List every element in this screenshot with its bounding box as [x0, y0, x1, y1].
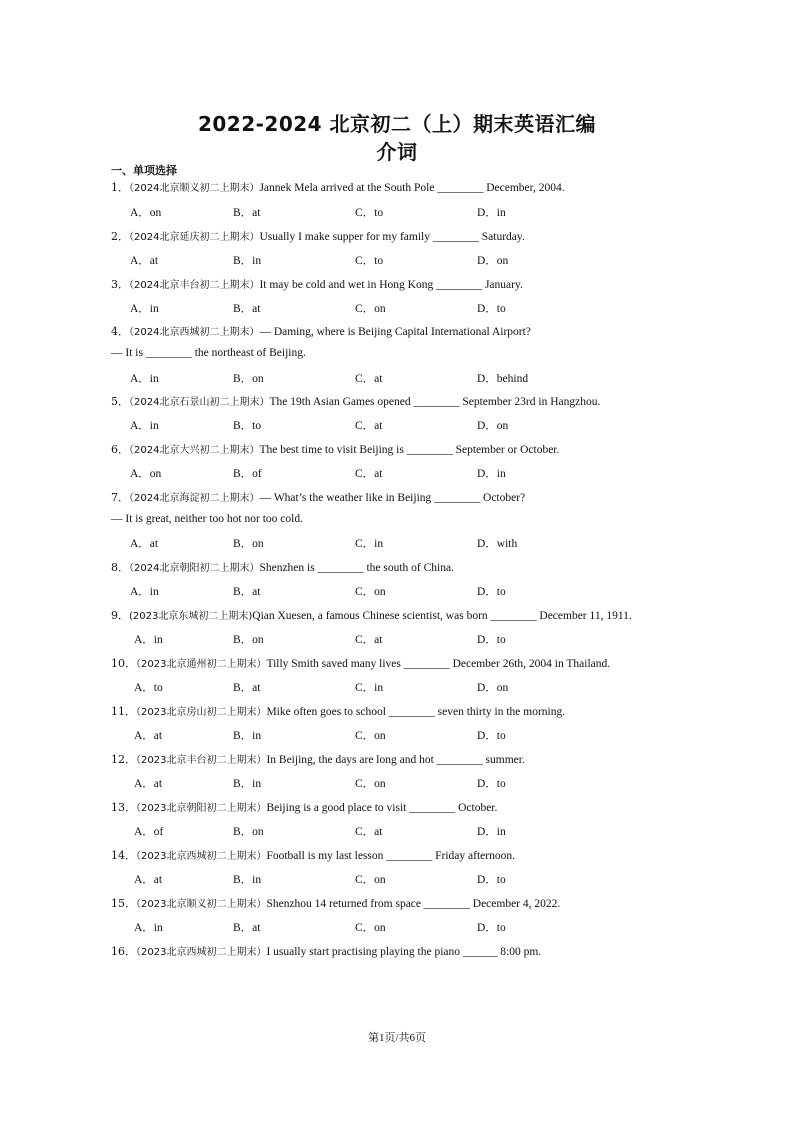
question-source: (2023北京东城初二上期末) [129, 611, 253, 622]
question-source: （2024北京西城初二上期末） [129, 327, 260, 338]
answer-option-c[interactable]: C．on [355, 586, 386, 598]
answer-option-b[interactable]: B．in [233, 874, 262, 886]
question-2 [111, 228, 525, 244]
answer-option-b[interactable]: B．on [233, 826, 264, 838]
answer-option-a[interactable]: A．in [130, 303, 159, 315]
answer-option-b[interactable]: B．of [233, 468, 262, 480]
answer-option-c[interactable]: C．at [355, 373, 383, 385]
question-number: 4． [111, 325, 129, 338]
question-15 [111, 895, 560, 911]
question-stem: Qian Xuesen, a famous Chinese scientist, was born ________ December 11, 1911. [252, 610, 632, 622]
question-11 [111, 703, 565, 719]
section-heading: 一、单项选择 [111, 164, 177, 177]
question-stem: Mike often goes to school ________ seven thirty in the morning. [266, 706, 566, 718]
question-source: （2024北京顺义初二上期末） [129, 183, 260, 194]
question-number: 2． [111, 230, 129, 243]
question-source: （2023北京丰台初二上期末） [136, 755, 267, 766]
answer-option-b[interactable]: B．in [233, 255, 262, 267]
question-continuation: — It is ________ the northeast of Beijing. [111, 347, 306, 359]
question-source: （2024北京延庆初二上期末） [129, 232, 260, 243]
question-number: 16． [111, 945, 136, 958]
question-stem: In Beijing, the days are long and hot ________ summer. [266, 754, 525, 766]
question-number: 6． [111, 443, 129, 456]
answer-option-c[interactable]: C．to [355, 255, 384, 267]
question-number: 15． [111, 897, 136, 910]
answer-option-d[interactable]: D．in [477, 468, 506, 480]
answer-option-a[interactable]: A．of [134, 826, 164, 838]
answer-option-d[interactable]: D．to [477, 874, 506, 886]
document-subtitle: 介词 [376, 140, 418, 164]
answer-option-d[interactable]: D．behind [477, 373, 529, 385]
question-number: 5． [111, 395, 129, 408]
question-number: 1． [111, 181, 129, 194]
question-number: 14． [111, 849, 136, 862]
answer-option-c[interactable]: C．in [355, 682, 384, 694]
answer-option-c[interactable]: C．at [355, 468, 383, 480]
question-stem: Football is my last lesson ________ Friday afternoon. [266, 850, 515, 862]
answer-option-d[interactable]: D．to [477, 778, 506, 790]
answer-option-b[interactable]: B．in [233, 730, 262, 742]
answer-option-c[interactable]: C．on [355, 730, 386, 742]
question-source: （2024北京丰台初二上期末） [129, 280, 260, 291]
answer-option-c[interactable]: C．on [355, 303, 386, 315]
question-1 [111, 179, 565, 195]
answer-option-b[interactable]: B．at [233, 207, 261, 219]
question-stem: Shenzhen is ________ the south of China. [259, 562, 454, 574]
question-number: 3． [111, 278, 129, 291]
question-10 [111, 655, 610, 671]
question-source: （2023北京西城初二上期末） [136, 947, 267, 958]
question-4 [111, 323, 531, 339]
question-source: （2024北京海淀初二上期末） [129, 493, 260, 504]
answer-option-b[interactable]: B．on [233, 634, 264, 646]
answer-option-d[interactable]: D．to [477, 634, 506, 646]
answer-option-d[interactable]: D．on [477, 682, 509, 694]
answer-option-c[interactable]: C．at [355, 826, 383, 838]
answer-option-a[interactable]: A．to [134, 682, 163, 694]
answer-option-d[interactable]: D．on [477, 420, 509, 432]
answer-option-a[interactable]: A．in [134, 634, 163, 646]
question-9 [111, 607, 632, 623]
question-stem: — Daming, where is Beijing Capital International Airport? [259, 326, 531, 338]
answer-option-a[interactable]: A．in [130, 373, 159, 385]
answer-option-d[interactable]: D．in [477, 826, 506, 838]
page-footer: 第1页/共6页 [367, 1032, 427, 1044]
question-13 [111, 799, 497, 815]
question-16 [111, 943, 541, 959]
question-number: 8． [111, 561, 129, 574]
question-stem: It may be cold and wet in Hong Kong ________ January. [259, 279, 523, 291]
answer-option-d[interactable]: D．in [477, 207, 506, 219]
question-5 [111, 393, 600, 409]
question-number: 9． [111, 609, 129, 622]
answer-option-a[interactable]: A．on [130, 468, 162, 480]
question-8 [111, 559, 454, 575]
answer-option-d[interactable]: D．on [477, 255, 509, 267]
question-source: （2024北京石景山初二上期末） [129, 397, 270, 408]
question-stem: The 19th Asian Games opened ________ September 23rd in Hangzhou. [269, 396, 601, 408]
question-14 [111, 847, 515, 863]
question-continuation: — It is great, neither too hot nor too cold. [111, 513, 303, 525]
question-12 [111, 751, 525, 767]
question-number: 10． [111, 657, 136, 670]
answer-option-b[interactable]: B．to [233, 420, 262, 432]
question-source: （2023北京通州初二上期末） [136, 659, 267, 670]
question-number: 7． [111, 491, 129, 504]
answer-option-b[interactable]: B．at [233, 682, 261, 694]
answer-option-c[interactable]: C．on [355, 922, 386, 934]
question-stem: Tilly Smith saved many lives ________ December 26th, 2004 in Thailand. [266, 658, 611, 670]
question-source: （2024北京朝阳初二上期末） [129, 563, 260, 574]
question-stem: Shenzhou 14 returned from space ________ December 4, 2022. [266, 898, 561, 910]
answer-option-d[interactable]: D．to [477, 303, 506, 315]
answer-option-a[interactable]: A．at [134, 778, 163, 790]
answer-option-b[interactable]: B．at [233, 303, 261, 315]
question-stem: — What’s the weather like in Beijing ________ October? [259, 492, 526, 504]
answer-option-a[interactable]: A．at [130, 255, 159, 267]
answer-option-b[interactable]: B．on [233, 538, 264, 550]
question-number: 13． [111, 801, 136, 814]
answer-option-a[interactable]: A．on [130, 207, 162, 219]
question-stem: I usually start practising playing the piano ______ 8:00 pm. [266, 946, 542, 958]
answer-option-b[interactable]: B．at [233, 922, 261, 934]
answer-option-d[interactable]: D．to [477, 586, 506, 598]
answer-option-a[interactable]: A．at [130, 538, 159, 550]
answer-option-d[interactable]: D．with [477, 538, 518, 550]
answer-option-c[interactable]: C．on [355, 778, 386, 790]
question-source: （2023北京西城初二上期末） [136, 851, 267, 862]
answer-option-c[interactable]: C．to [355, 207, 384, 219]
answer-option-c[interactable]: C．at [355, 420, 383, 432]
answer-option-a[interactable]: A．in [130, 586, 159, 598]
document-title: 2022-2024 北京初二（上）期末英语汇编 [197, 112, 597, 136]
question-source: （2024北京大兴初二上期末） [129, 445, 260, 456]
answer-option-a[interactable]: A．at [134, 730, 163, 742]
question-number: 11． [111, 705, 136, 718]
answer-option-c[interactable]: C．in [355, 538, 384, 550]
answer-option-d[interactable]: D．to [477, 922, 506, 934]
question-stem: Jannek Mela arrived at the South Pole ________ December, 2004. [259, 182, 565, 194]
question-source: （2023北京顺义初二上期末） [136, 899, 267, 910]
question-stem: The best time to visit Beijing is ________ September or October. [259, 444, 560, 456]
answer-option-c[interactable]: C．at [355, 634, 383, 646]
answer-option-d[interactable]: D．to [477, 730, 506, 742]
question-3 [111, 276, 523, 292]
question-source: （2023北京房山初二上期末） [136, 707, 267, 718]
answer-option-a[interactable]: A．in [134, 922, 163, 934]
question-stem: Usually I make supper for my family ________ Saturday. [259, 231, 525, 243]
question-number: 12． [111, 753, 136, 766]
answer-option-c[interactable]: C．on [355, 874, 386, 886]
answer-option-b[interactable]: B．on [233, 373, 264, 385]
question-source: （2023北京朝阳初二上期末） [136, 803, 267, 814]
answer-option-b[interactable]: B．at [233, 586, 261, 598]
question-6 [111, 441, 559, 457]
answer-option-a[interactable]: A．in [130, 420, 159, 432]
question-7 [111, 489, 525, 505]
answer-option-a[interactable]: A．at [134, 874, 163, 886]
question-stem: Beijing is a good place to visit ________ October. [266, 802, 498, 814]
answer-option-b[interactable]: B．in [233, 778, 262, 790]
